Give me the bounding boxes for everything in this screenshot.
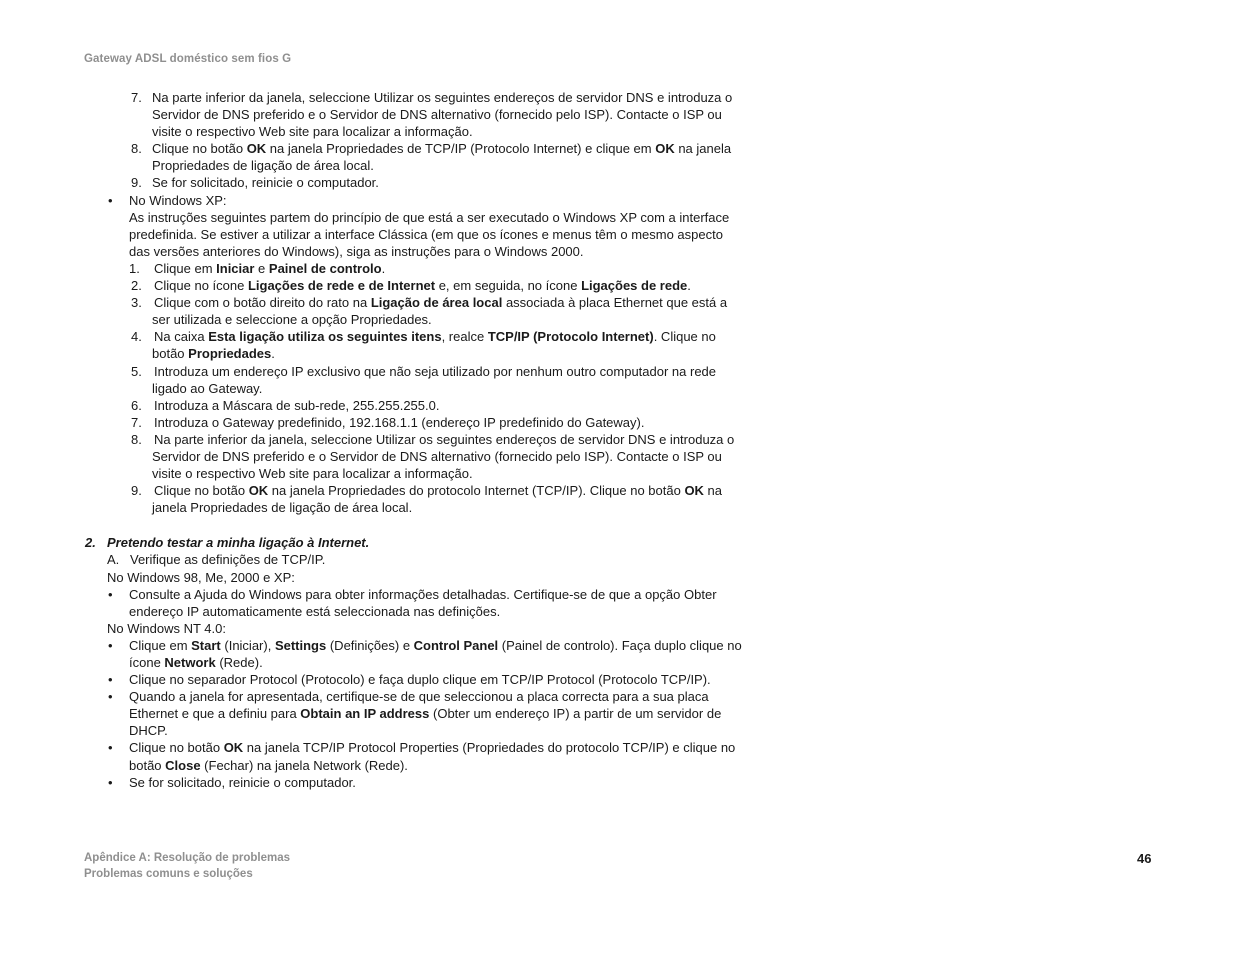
text: e, em seguida, no ícone <box>435 278 582 294</box>
bullet-text: Clique no separador Protocol (Protocolo) e faça duplo clique em TCP/IP Protocol (Protocolo TCP/IP). <box>129 672 711 688</box>
answer-text: Verifique as definições de TCP/IP. <box>130 552 326 568</box>
ui-term: TCP/IP (Protocolo Internet) <box>487 329 654 345</box>
question-2-section <box>84 534 784 790</box>
ui-term: Painel de controlo <box>268 260 382 276</box>
text: (Fechar) na janela Network (Rede). <box>200 757 408 773</box>
ui-term: OK <box>246 141 267 157</box>
question-text: Pretendo testar a minha ligação à Internet. <box>107 535 370 551</box>
subsection-title: No Windows NT 4.0: <box>107 620 226 636</box>
ui-term: Close <box>165 757 201 773</box>
running-header: Gateway ADSL doméstico sem fios G <box>84 53 292 65</box>
xp-step-6 <box>84 397 784 414</box>
prev-step-8 <box>84 140 784 174</box>
step-text: Se for solicitado, reinicie o computador. <box>152 175 379 191</box>
text: Na caixa <box>154 329 209 345</box>
step-number: 7. <box>131 414 142 430</box>
text: Clique com o botão direito do rato na <box>154 295 371 311</box>
text: (Painel de controlo). Faça duplo clique no <box>498 637 742 653</box>
xp-step-1 <box>84 260 784 277</box>
bullet: • <box>108 774 113 790</box>
step-number: 5. <box>131 363 142 379</box>
question-number: 2. <box>85 535 96 551</box>
ui-term: Start <box>191 637 221 653</box>
xp-step-9 <box>84 482 784 516</box>
ui-term: Ligações de rede <box>581 278 688 294</box>
bullet: • <box>108 586 113 602</box>
text: . <box>381 260 386 276</box>
step-number: 4. <box>131 329 142 345</box>
step-number: 2. <box>131 278 142 294</box>
text: (Rede). <box>215 655 263 670</box>
step-number: 6. <box>131 397 142 413</box>
text: e <box>254 260 269 276</box>
ui-term: Network <box>164 655 216 670</box>
ui-term: Esta ligação utiliza os seguintes itens <box>208 329 442 345</box>
text: botão <box>129 757 166 773</box>
text: . Clique no <box>653 329 716 345</box>
spacer <box>84 516 784 534</box>
xp-step-2 <box>84 277 784 294</box>
step-text: janela Propriedades de ligação de área local. <box>152 500 413 516</box>
text: botão <box>152 346 189 362</box>
xp-step-5 <box>84 363 784 397</box>
text: Clique em <box>154 260 217 276</box>
step-text: visite o respectivo Web site para localizar a informação. <box>152 124 473 140</box>
footer-section: Problemas comuns e soluções <box>84 868 253 880</box>
bullet-text: DHCP. <box>129 723 168 739</box>
step-text: Na parte inferior da janela, seleccione Utilizar os seguintes endereços de servidor DNS e introduza o <box>154 431 735 447</box>
answer-a <box>84 551 784 568</box>
bullet: • <box>108 637 113 653</box>
text: (Definições) e <box>326 637 414 653</box>
step-number: 1. <box>129 260 140 276</box>
step-text: Introduza a Máscara de sub-rede, 255.255.255.0. <box>154 397 440 413</box>
ui-term: Ligação de área local <box>370 295 503 311</box>
bullet: • <box>108 689 113 705</box>
step-number: 9. <box>131 175 142 191</box>
step-number: 8. <box>131 431 142 447</box>
text: associada à placa Ethernet que está a <box>502 295 728 311</box>
step-text: Servidor de DNS preferido e o Servidor de DNS alternativo (fornecido pelo ISP). Contacte o ISP ou <box>152 448 722 464</box>
text: Clique em <box>129 637 192 653</box>
step-text: Introduza um endereço IP exclusivo que não seja utilizado por nenhum outro computador na rede <box>154 363 717 379</box>
running-footer <box>84 850 290 882</box>
answer-letter: A. <box>107 552 120 568</box>
text: . <box>271 346 275 362</box>
text: , realce <box>441 329 488 345</box>
step-number: 8. <box>131 141 142 157</box>
text: na janela <box>674 141 732 157</box>
text: Ethernet e que a definiu para <box>129 706 301 722</box>
xp-step-7 <box>84 414 784 431</box>
text: (Iniciar), <box>220 637 275 653</box>
text: . <box>687 278 691 294</box>
step-text: visite o respectivo Web site para localizar a informação. <box>152 466 473 482</box>
ui-term: OK <box>223 740 244 756</box>
bullet: • <box>108 192 113 208</box>
intro-text: As instruções seguintes partem do princípio de que está a ser executado o Windows XP com a interface <box>129 209 730 225</box>
text: Clique no ícone <box>154 278 248 294</box>
bullet-text: endereço IP automaticamente está seleccionada nas definições. <box>129 603 501 619</box>
ui-term: Iniciar <box>216 260 255 276</box>
ui-term: OK <box>248 483 269 499</box>
step-number: 9. <box>131 483 142 499</box>
intro-text: predefinida. Se estiver a utilizar a interface Clássica (em que os ícones e menus têm o mesmo aspecto <box>129 226 723 242</box>
bullet-text: Se for solicitado, reinicie o computador. <box>129 774 356 790</box>
text: Clique no botão <box>152 141 247 157</box>
section-title: No Windows XP: <box>129 192 227 208</box>
text: Clique no botão <box>154 483 249 499</box>
ui-term: Propriedades <box>188 346 272 362</box>
bullet-text: Consulte a Ajuda do Windows para obter informações detalhadas. Certifique-se de que a opção Obter <box>129 586 717 602</box>
footer-chapter: Apêndice A: Resolução de problemas <box>84 852 290 864</box>
xp-section <box>84 192 784 517</box>
prev-step-9 <box>84 174 784 191</box>
text: na janela Propriedades de TCP/IP (Protocolo Internet) e clique em <box>266 141 656 157</box>
ui-term: Control Panel <box>413 637 499 653</box>
ui-term: OK <box>655 141 675 157</box>
text: na janela TCP/IP Protocol Properties (Propriedades do protocolo TCP/IP) e clique no <box>243 740 736 756</box>
text: Clique no botão <box>129 740 224 756</box>
step-text: ligado ao Gateway. <box>152 380 263 396</box>
question-title <box>84 534 784 551</box>
text: na <box>703 483 723 499</box>
step-text: Servidor de DNS preferido e o Servidor de DNS alternativo (fornecido pelo ISP). Contacte o ISP ou <box>152 107 722 123</box>
bullet-text: Quando a janela for apresentada, certifique-se de que seleccionou a placa correcta para a sua placa <box>129 689 709 705</box>
page-number: 46 <box>1137 851 1152 866</box>
bullet: • <box>108 740 113 756</box>
page-body <box>84 89 784 791</box>
intro-text: das versões anteriores do Windows), siga as instruções para o Windows 2000. <box>129 243 584 259</box>
ui-term: OK <box>684 483 704 499</box>
xp-step-3 <box>84 294 784 328</box>
prev-step-7 <box>84 89 784 140</box>
text: ícone <box>129 655 165 670</box>
ui-term: Settings <box>274 637 327 653</box>
ui-term: Ligações de rede e de Internet <box>247 278 436 294</box>
step-number: 3. <box>131 295 142 311</box>
ui-term: Obtain an IP address <box>300 706 430 722</box>
xp-step-4 <box>84 328 784 362</box>
step-text: Propriedades de ligação de área local. <box>152 158 374 174</box>
step-number: 7. <box>131 90 142 105</box>
step-text: Na parte inferior da janela, seleccione Utilizar os seguintes endereços de servidor DNS e introduza o <box>152 90 733 105</box>
subsection-title: No Windows 98, Me, 2000 e XP: <box>107 569 295 585</box>
step-text: ser utilizada e seleccione a opção Propriedades. <box>152 312 432 328</box>
step-text: Introduza o Gateway predefinido, 192.168.1.1 (endereço IP predefinido do Gateway). <box>154 414 645 430</box>
text: na janela Propriedades do protocolo Internet (TCP/IP). Clique no botão <box>268 483 685 499</box>
bullet: • <box>108 672 113 688</box>
xp-step-8 <box>84 431 784 482</box>
text: (Obter um endereço IP) a partir de um servidor de <box>429 706 722 722</box>
